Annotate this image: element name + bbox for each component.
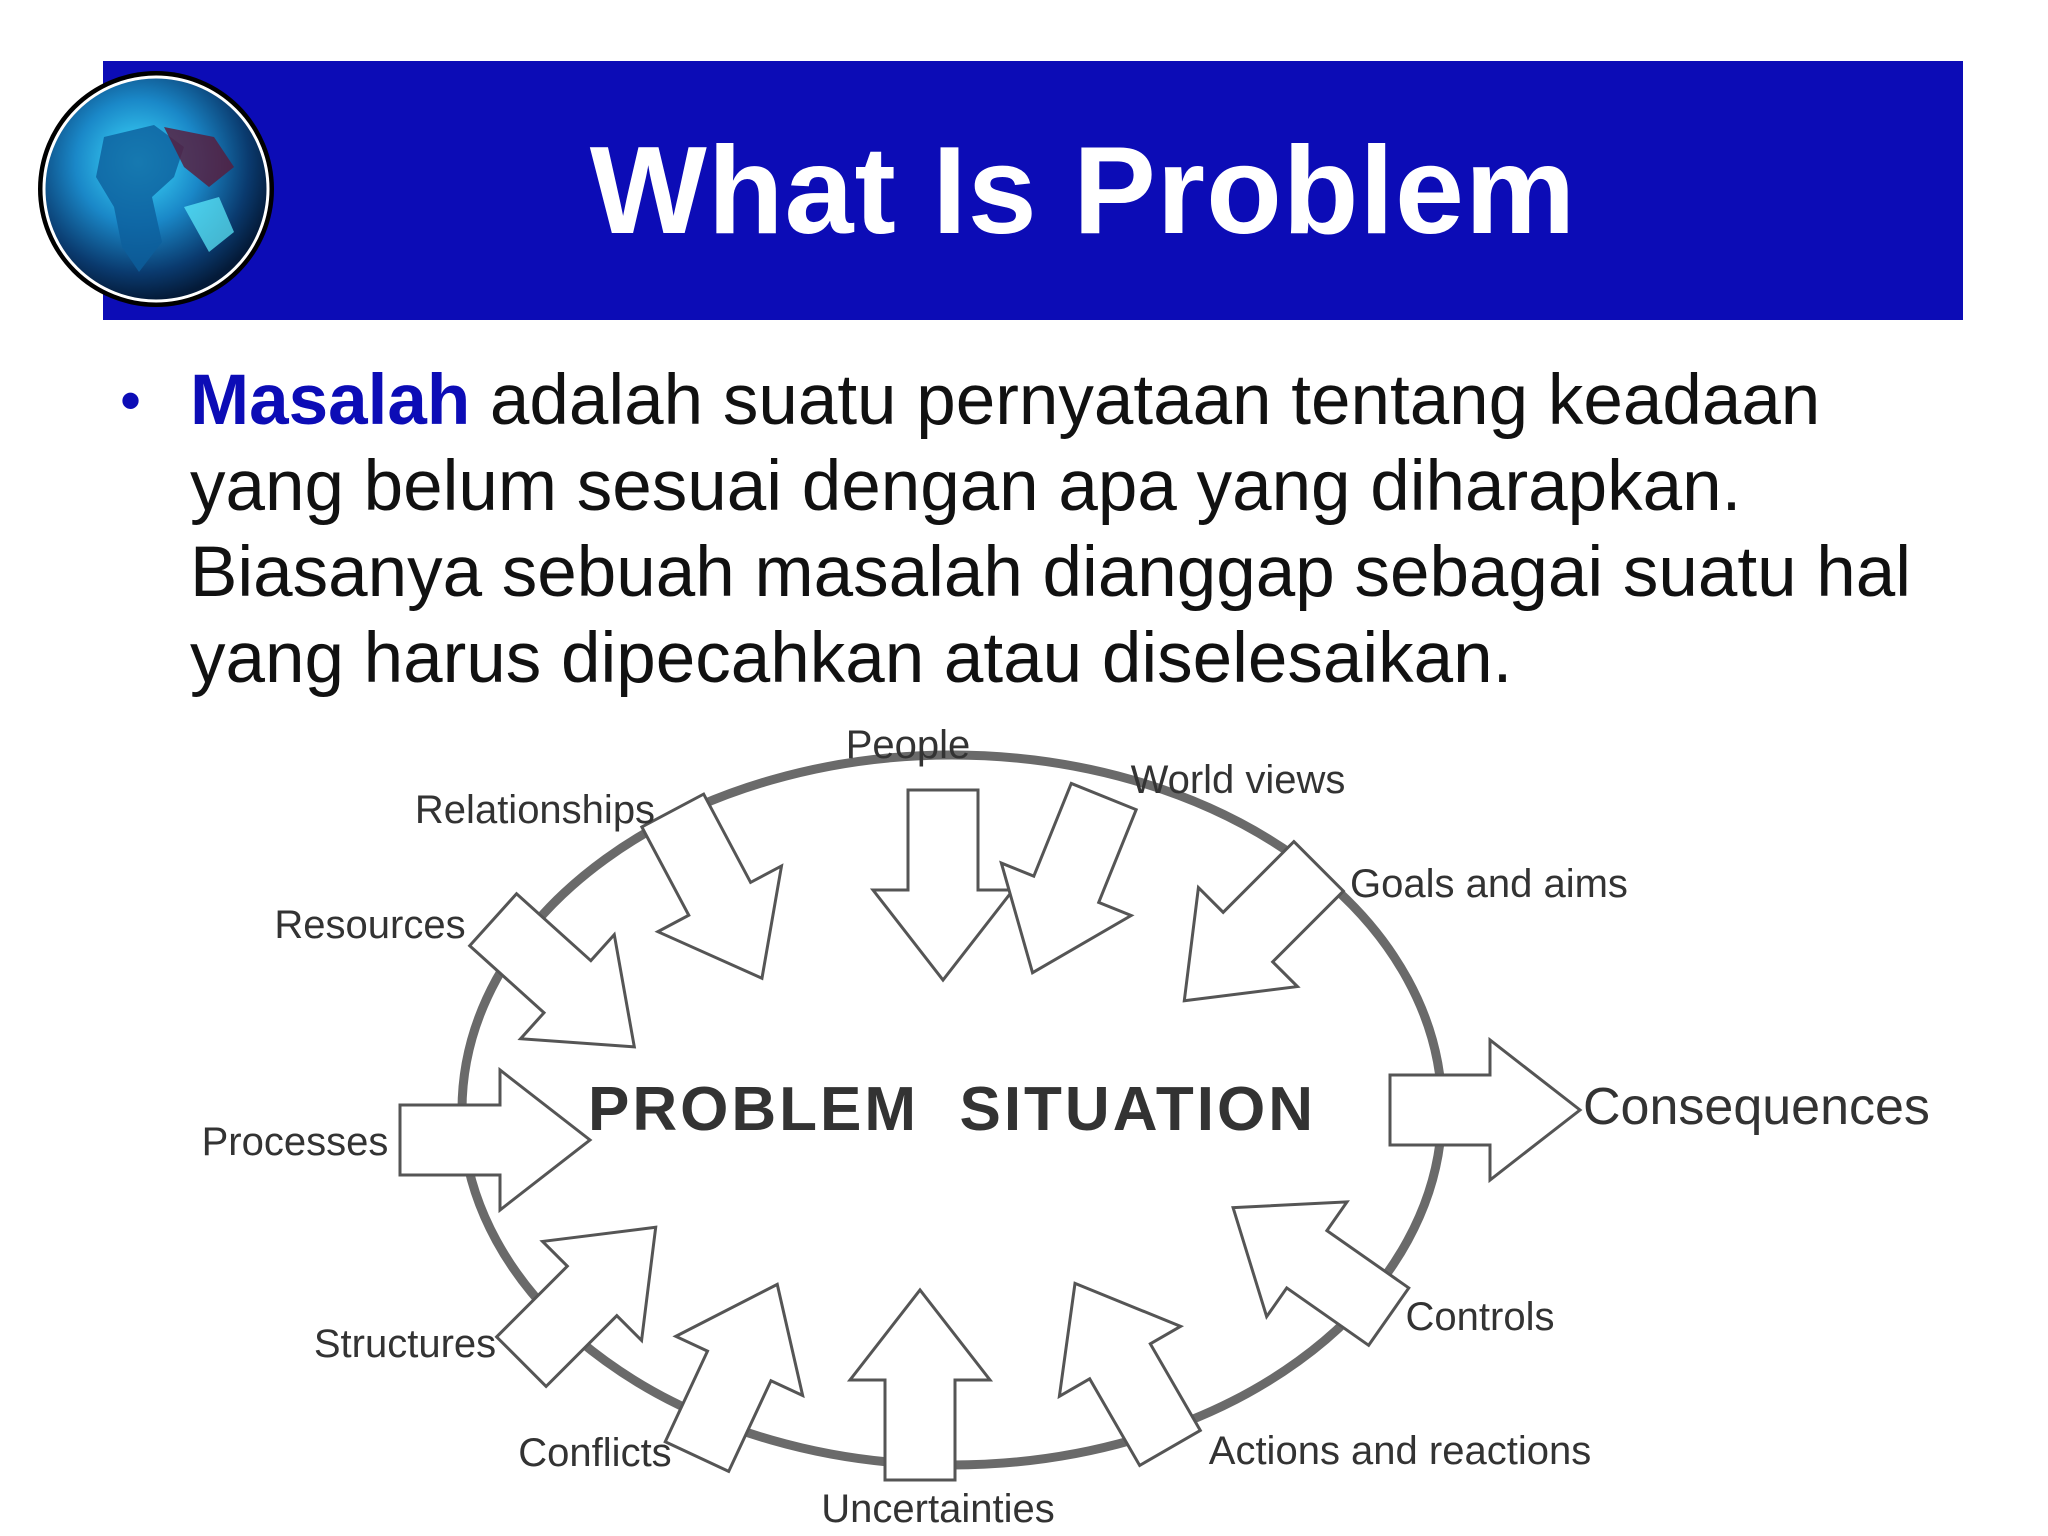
page-title: What Is Problem bbox=[589, 121, 1577, 260]
people-arrow bbox=[873, 790, 1013, 980]
label-structures: Structures bbox=[313, 1322, 497, 1366]
world-views-arrow bbox=[968, 770, 1169, 999]
bullet-icon: • bbox=[120, 367, 142, 434]
processes-arrow bbox=[400, 1070, 590, 1210]
goals-arrow bbox=[1135, 817, 1368, 1050]
label-uncertainties: Uncertainties bbox=[821, 1487, 1055, 1531]
definition-paragraph bbox=[190, 358, 1960, 702]
center-label: PROBLEM SITUATION bbox=[588, 1075, 1316, 1144]
label-goals-and-aims: Goals and aims bbox=[1350, 862, 1628, 906]
label-resources: Resources bbox=[274, 903, 466, 947]
label-relationships: Relationships bbox=[414, 788, 656, 832]
actions-arrow bbox=[1014, 1248, 1230, 1483]
label-people: People bbox=[845, 723, 971, 767]
label-world-views: World views bbox=[1130, 758, 1346, 802]
definition-keyword: Masalah bbox=[190, 361, 471, 440]
label-consequences: Consequences bbox=[1583, 1078, 1930, 1136]
label-controls: Controls bbox=[1405, 1295, 1555, 1339]
uncertainties-arrow bbox=[850, 1290, 990, 1480]
structures-arrow bbox=[472, 1178, 705, 1411]
consequences-arrow bbox=[1390, 1040, 1580, 1180]
resources-arrow bbox=[446, 868, 681, 1099]
label-conflicts: Conflicts bbox=[518, 1431, 672, 1475]
problem-situation-diagram bbox=[0, 700, 2048, 1536]
definition-body: adalah suatu pernyataan tentang keadaan yang belum sesuai dengan apa yang diharapkan. Biasanya sebuah masalah dianggap sebagai suatu hal yang harus dipecahkan atau diselesaikan. bbox=[190, 361, 1912, 698]
label-actions-and-reactions: Actions and reactions bbox=[1208, 1429, 1592, 1473]
label-processes: Processes bbox=[201, 1120, 389, 1164]
